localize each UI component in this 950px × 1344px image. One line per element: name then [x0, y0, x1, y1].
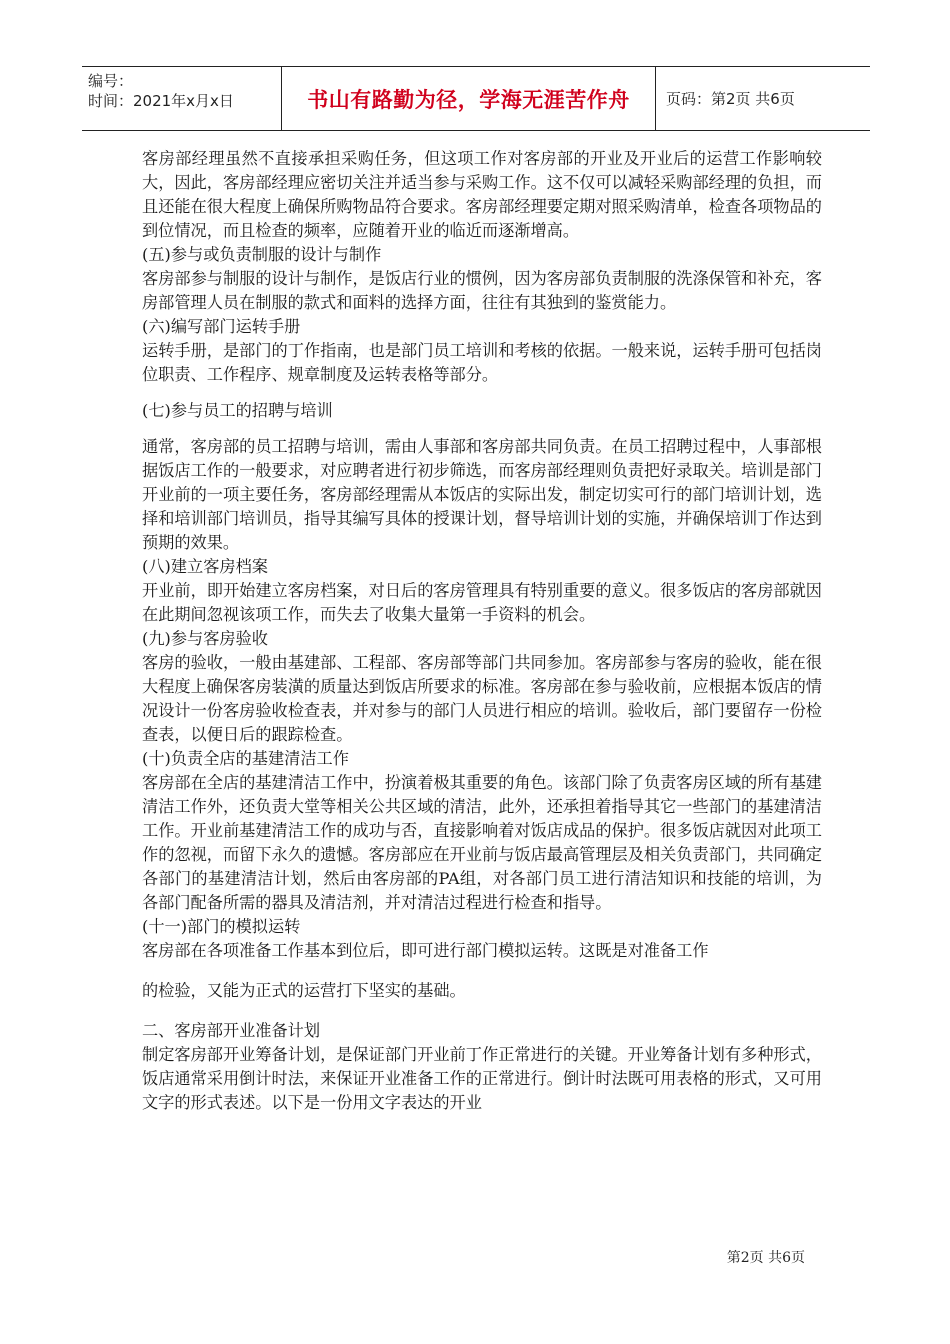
- paragraph: 开业前，即开始建立客房档案，对日后的客房管理具有特别重要的意义。很多饭店的客房部就因在此期间忽视该项工作，而失去了收集大量第一手资料的机会。: [142, 581, 822, 624]
- section-heading: (十)负责全店的基建清洁工作: [142, 749, 349, 768]
- section-heading: (十一)部门的模拟运转: [142, 917, 301, 936]
- section-heading: (七)参与员工的招聘与培训: [142, 401, 333, 420]
- section-heading: (六)编写部门运转手册: [142, 317, 301, 336]
- chapter-heading: 二、客房部开业准备计划: [142, 1021, 321, 1040]
- paragraph: 客房部在各项准备工作基本到位后，即可进行部门模拟运转。这既是对准备工作: [142, 941, 709, 960]
- paragraph: 客房部在全店的基建清洁工作中，扮演着极其重要的角色。该部门除了负责客房区域的所有基建清洁工作外，还负责大堂等相关公共区域的清洁，此外，还承担着指导其它一些部门的基建清洁工作。开业前基建清洁工作的成功与否，直接影响着对饭店成品的保护。很多饭店就因对此项工作的忽视，而留下永久的遗憾。客房部应在开业前与饭店最高管理层及相关负责部门，共同确定各部门的基建清洁计划，然后由客房部的PA组，对各部门员工进行清洁知识和技能的培训，为各部门配备所需的器具及清洁剂，并对清洁过程进行检查和指导。: [142, 773, 822, 912]
- section-heading: (八)建立客房档案: [142, 557, 268, 576]
- document-id-label: 编号：: [88, 72, 134, 90]
- header-meta: [82, 67, 282, 130]
- paragraph: 制定客房部开业筹备计划，是保证部门开业前丁作正常进行的关键。开业筹备计划有多种形式，饭店通常采用倒计时法，来保证开业准备工作的正常进行。倒计时法既可用表格的形式，又可用文字的形式表述。以下是一份用文字表达的开业: [142, 1045, 822, 1112]
- paragraph-continuation: 的检验，又能为正式的运营打下坚实的基础。: [142, 981, 466, 1000]
- paragraph: 通常，客房部的员工招聘与培训，需由人事部和客房部共同负责。在员工招聘过程中，人事部根据饭店工作的一般要求，对应聘者进行初步筛选，而客房部经理则负责把好录取关。培训是部门开业前的一项主要任务，客房部经理需从本饭店的实际出发，制定切实可行的部门培训计划，选择和培训部门培训员，指导其编写具体的授课计划，督导培训计划的实施，并确保培训丁作达到预期的效果。: [142, 437, 822, 552]
- paragraph: 客房部经理虽然不直接承担采购任务，但这项工作对客房部的开业及开业后的运营工作影响较大，因此，客房部经理应密切关注并适当参与采购工作。这不仅可以减轻采购部经理的负担，而且还能在很大程度上确保所购物品符合要求。客房部经理要定期对照采购清单，检查各项物品的到位情况，而且检查的频率，应随着开业的临近而逐渐增高。: [142, 149, 822, 240]
- document-date-label: 时间：2021年x月x日: [88, 92, 234, 110]
- page-footer: 第2页 共6页: [726, 1250, 805, 1266]
- document-body: [142, 147, 822, 1115]
- page-header: [82, 66, 870, 131]
- section-heading: (五)参与或负责制服的设计与制作: [142, 245, 382, 264]
- paragraph: 运转手册，是部门的丁作指南，也是部门员工培训和考核的依据。一般来说，运转手册可包括岗位职责、工作程序、规章制度及运转表格等部分。: [142, 341, 822, 384]
- paragraph: 客房部参与制服的设计与制作，是饭店行业的惯例，因为客房部负责制服的洗涤保管和补充，客房部管理人员在制服的款式和面料的选择方面，往往有其独到的鉴赏能力。: [142, 269, 822, 312]
- header-page-number: 页码：第2页 共6页: [666, 90, 795, 108]
- section-heading: (九)参与客房验收: [142, 629, 268, 648]
- paragraph: 客房的验收，一般由基建部、工程部、客房部等部门共同参加。客房部参与客房的验收，能在很大程度上确保客房装潢的质量达到饭店所要求的标准。客房部在参与验收前，应根据本饭店的情况设计一份客房验收检查表，并对参与的部门人员进行相应的培训。验收后，部门要留存一份检查表，以便日后的跟踪检查。: [142, 653, 822, 744]
- header-motto: 书山有路勤为径，学海无涯苦作舟: [282, 67, 656, 130]
